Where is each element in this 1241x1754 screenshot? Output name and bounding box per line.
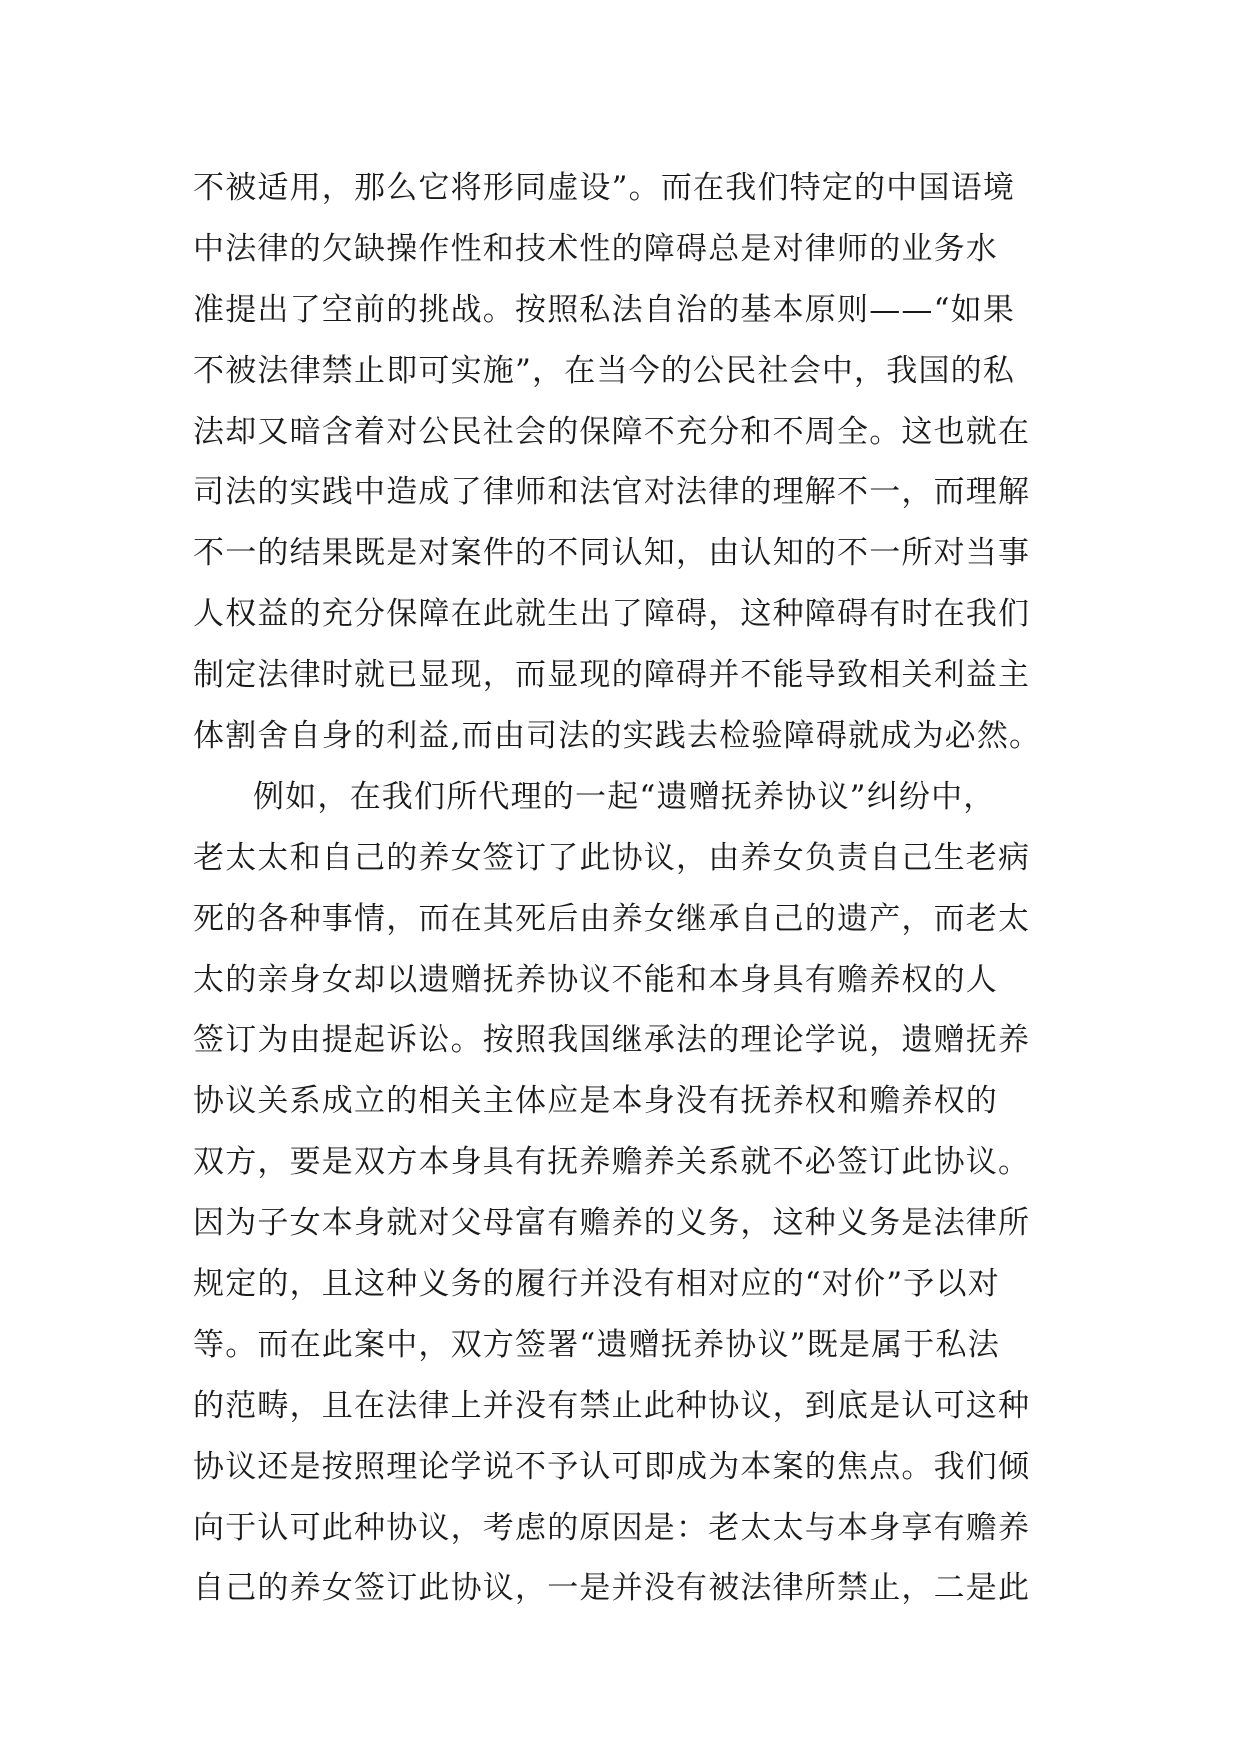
text-line: 中法律的欠缺操作性和技术性的障碍总是对律师的业务水 — [193, 230, 998, 267]
text-line: 向于认可此种协议，考虑的原因是：老太太与本身享有赡养 — [193, 1509, 1031, 1546]
text-line: 规定的，且这种义务的履行并没有相对应的“对价”予以对 — [193, 1266, 1000, 1303]
text-line: 太的亲身女却以遗赠抚养协议不能和本身具有赡养权的人 — [193, 961, 998, 998]
text-line: 的范畴，且在法律上并没有禁止此种协议，到底是认可这种 — [193, 1387, 1031, 1424]
paragraph-start-line: 例如，在我们所代理的一起“遗赠抚养协议”纠纷中， — [253, 778, 996, 815]
text-line: 司法的实践中造成了律师和法官对法律的理解不一，而理解 — [193, 474, 1031, 511]
text-line: 不被法律禁止即可实施”，在当今的公民社会中，我国的私 — [193, 352, 1016, 389]
text-line: 签订为由提起诉讼。按照我国继承法的理论学说，遗赠抚养 — [193, 1022, 1031, 1059]
text-line: 自己的养女签订此协议，一是并没有被法律所禁止，二是此 — [193, 1570, 1031, 1607]
text-line: 不被适用，那么它将形同虚设”。而在我们特定的中国语境 — [193, 170, 1016, 206]
text-line: 因为子女本身就对父母富有赡养的义务，这种义务是法律所 — [193, 1205, 1031, 1242]
body-text — [193, 158, 1053, 1619]
text-line: 法却又暗含着对公民社会的保障不充分和不周全。这也就在 — [193, 413, 1031, 450]
text-line: 等。而在此案中，双方签署“遗赠抚养协议”既是属于私法 — [193, 1326, 1000, 1363]
text-line: 准提出了空前的挑战。按照私法自治的基本原则——“如果 — [193, 291, 1016, 328]
text-line: 协议还是按照理论学说不予认可即成为本案的焦点。我们倾 — [193, 1448, 1031, 1485]
text-line: 老太太和自己的养女签订了此协议，由养女负责自己生老病 — [193, 839, 1031, 876]
text-line: 人权益的充分保障在此就生出了障碍，这种障碍有时在我们 — [193, 596, 1031, 633]
text-line: 体割舍自身的利益,而由司法的实践去检验障碍就成为必然。 — [193, 718, 1042, 755]
text-line: 制定法律时就已显现，而显现的障碍并不能导致相关利益主 — [193, 657, 1031, 694]
text-line: 不一的结果既是对案件的不同认知，由认知的不一所对当事 — [193, 535, 1031, 572]
text-line: 双方，要是双方本身具有抚养赡养关系就不必签订此协议。 — [193, 1144, 1031, 1181]
text-line: 协议关系成立的相关主体应是本身没有抚养权和赡养权的 — [193, 1083, 998, 1120]
text-line: 死的各种事情，而在其死后由养女继承自己的遗产，而老太 — [193, 900, 1031, 937]
